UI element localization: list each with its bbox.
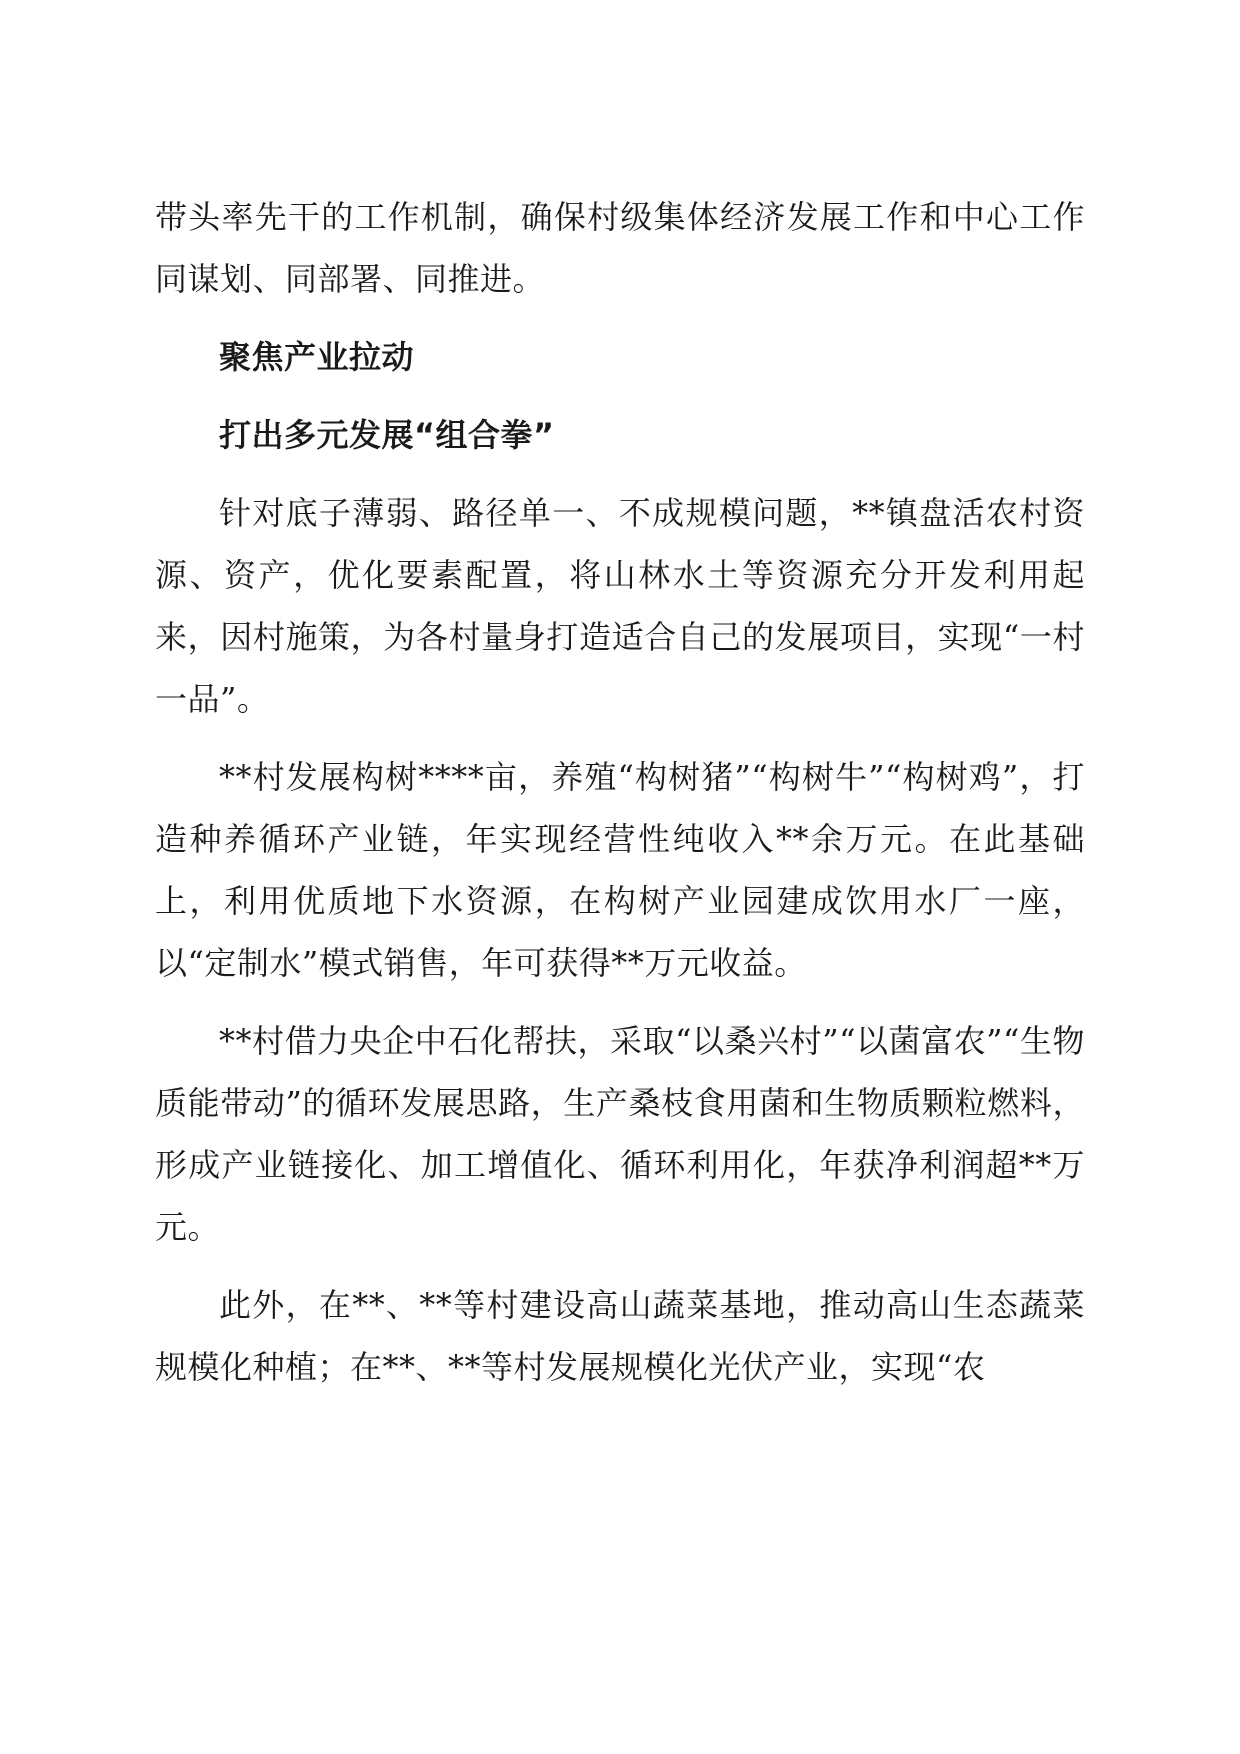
paragraph-additional: 此外，在**、**等村建设高山蔬菜基地，推动高山生态蔬菜规模化种植；在**、**等村发展规模化光伏产业，实现“农 <box>155 1286 1085 1386</box>
paragraph-village-two: **村借力央企中石化帮扶，采取“以桑兴村”“以菌富农”“生物质能带动”的循环发展思路，生产桑枝食用菌和生物质颗粒燃料，形成产业链接化、加工增值化、循环利用化，年获净利润超**万元。 <box>155 1022 1085 1246</box>
section-heading: 聚焦产业拉动 <box>219 338 415 376</box>
section-subheading: 打出多元发展“组合拳” <box>219 416 555 454</box>
paragraph-continuation: 带头率先干的工作机制，确保村级集体经济发展工作和中心工作同谋划、同部署、同推进。 <box>155 198 1085 298</box>
document-body <box>155 186 1085 1414</box>
paragraph-village-one: **村发展构树****亩，养殖“构树猪”“构树牛”“构树鸡”，打造种养循环产业链，年实现经营性纯收入**余万元。在此基础上，利用优质地下水资源，在构树产业园建成饮用水厂一座，以“定制水”模式销售，年可获得**万元收益。 <box>155 758 1085 982</box>
paragraph-intro: 针对底子薄弱、路径单一、不成规模问题，**镇盘活农村资源、资产，优化要素配置，将山林水土等资源充分开发利用起来，因村施策，为各村量身打造适合自己的发展项目，实现“一村一品”。 <box>155 494 1085 718</box>
